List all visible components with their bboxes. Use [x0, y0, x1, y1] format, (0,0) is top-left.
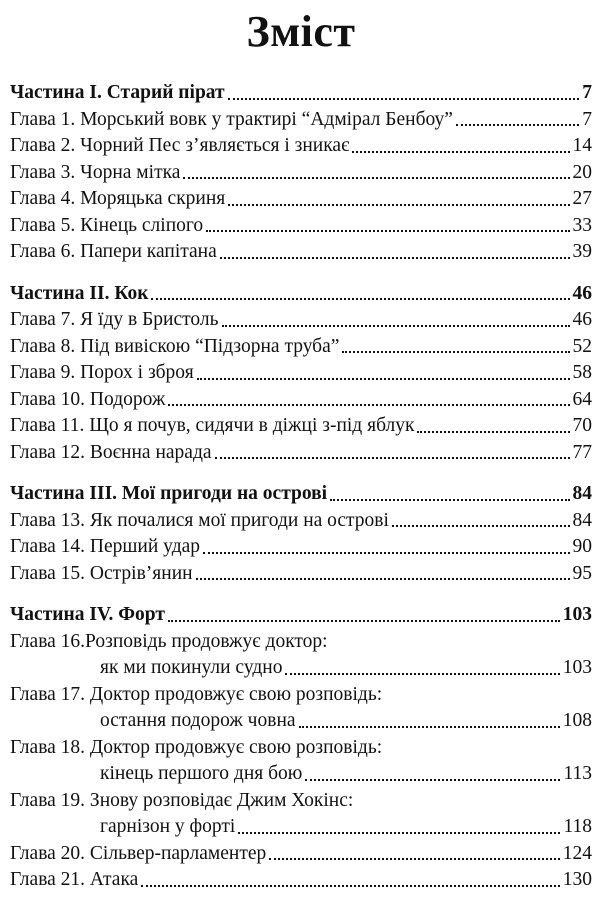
chapter-10-entry[interactable] [10, 387, 592, 414]
chapter-17-entry[interactable] [10, 682, 592, 735]
leader-dots [141, 885, 559, 887]
chapter-label: Глава 21. Атака [10, 869, 139, 890]
part-3 [10, 481, 592, 587]
chapter-4-entry[interactable] [10, 186, 592, 213]
chapter-label: Глава 6. Папери капітана [10, 241, 217, 262]
chapter-label: Глава 9. Порох і зброя [10, 362, 194, 383]
chapter-label-line-1: Глава 19. Знову розповідає Джим Хокінс: [10, 789, 354, 811]
chapter-label: Глава 11. Що я почув, сидячи в діжці з-під яблук [10, 415, 415, 436]
leader-dots [299, 726, 560, 728]
toc-page [0, 4, 600, 902]
chapter-label: Глава 15. Острів’янин [10, 562, 193, 584]
leader-dots [197, 378, 570, 380]
part-label: Частина I. Старий пірат [10, 82, 225, 103]
leader-dots [285, 673, 559, 675]
chapter-label: Глава 1. Морський вовк у трактирі “Адмірал Бенбоу” [10, 108, 453, 130]
leader-dots [151, 298, 569, 300]
chapter-label: Глава 2. Чорний Пес з’являється і зникає [10, 135, 350, 156]
chapter-label-line-2: як ми покинули судно [100, 657, 283, 678]
leader-dots [330, 499, 569, 501]
chapter-label-line-1: Глава 16.Розповідь продовжує доктор: [10, 630, 328, 652]
page-number: 77 [572, 441, 592, 463]
chapter-label: Глава 20. Сільвер-парламентер [10, 842, 267, 864]
leader-dots [228, 98, 580, 100]
page-number: 95 [572, 562, 592, 584]
part-3-heading[interactable] [10, 481, 592, 508]
chapter-label: Глава 8. Під вивіскою “Підзорна труба” [10, 335, 340, 357]
part-2-heading[interactable] [10, 281, 592, 308]
part-label: Частина IV. Форт [10, 604, 165, 625]
chapter-1-entry[interactable] [10, 107, 592, 134]
chapter-8-entry[interactable] [10, 334, 592, 361]
part-1-heading[interactable] [10, 80, 592, 107]
page-number: 7 [582, 82, 592, 103]
page-number: 7 [582, 108, 592, 130]
part-4-heading[interactable] [10, 602, 592, 629]
page-number: 14 [572, 135, 592, 156]
page-number: 27 [572, 188, 592, 209]
leader-dots [206, 230, 569, 232]
leader-dots [238, 832, 560, 834]
table-of-contents [10, 80, 592, 894]
chapter-label: Глава 14. Перший удар [10, 536, 201, 557]
chapter-18-entry[interactable] [10, 735, 592, 788]
page-number: 20 [572, 161, 592, 183]
chapter-20-entry[interactable] [10, 841, 592, 868]
page-number: 58 [572, 362, 592, 383]
chapter-5-entry[interactable] [10, 213, 592, 240]
leader-dots [392, 525, 570, 527]
page-number: 90 [572, 536, 592, 557]
leader-dots [228, 204, 569, 206]
chapter-line-2 [10, 708, 592, 735]
part-label: Частина III. Мої пригоди на острові [10, 483, 328, 504]
chapter-label: Глава 4. Моряцька скриня [10, 188, 226, 209]
part-1 [10, 80, 592, 266]
page-number: 46 [572, 309, 592, 330]
page-number: 70 [572, 415, 592, 436]
leader-dots [183, 177, 569, 179]
chapter-14-entry[interactable] [10, 534, 592, 561]
leader-dots [168, 620, 560, 622]
chapter-3-entry[interactable] [10, 160, 592, 187]
chapter-label-line-1: Глава 18. Доктор продовжує свою розповідь: [10, 736, 383, 758]
leader-dots [215, 457, 570, 459]
chapter-label-line-2: кінець першого дня бою [100, 763, 303, 784]
chapter-label: Глава 3. Чорна мітка [10, 161, 181, 183]
leader-dots [305, 779, 560, 781]
leader-dots [196, 578, 570, 580]
part-4 [10, 602, 592, 894]
chapter-2-entry[interactable] [10, 133, 592, 160]
part-2 [10, 281, 592, 467]
chapter-19-entry[interactable] [10, 788, 592, 841]
part-label: Частина II. Кок [10, 282, 149, 304]
leader-dots [342, 351, 569, 353]
chapter-9-entry[interactable] [10, 360, 592, 387]
chapter-line-2 [10, 761, 592, 788]
chapter-label-line-1: Глава 17. Доктор продовжує свою розповідь: [10, 683, 383, 705]
chapter-label: Глава 7. Я їду в Бристоль [10, 309, 219, 330]
page-number: 113 [563, 763, 592, 784]
chapter-6-entry[interactable] [10, 239, 592, 266]
page-number: 84 [572, 509, 592, 531]
chapter-label-line-2: гарнізон у форті [100, 816, 236, 837]
page-number: 46 [572, 282, 592, 304]
chapter-12-entry[interactable] [10, 440, 592, 467]
page-number: 39 [572, 241, 592, 262]
page-number: 52 [572, 335, 592, 357]
page-number: 33 [572, 214, 592, 236]
page-number: 103 [562, 604, 592, 625]
leader-dots [417, 431, 569, 433]
leader-dots [220, 257, 570, 259]
leader-dots [222, 325, 570, 327]
leader-dots [203, 552, 569, 554]
chapter-line-2 [10, 814, 592, 841]
leader-dots [352, 151, 569, 153]
leader-dots [456, 124, 579, 126]
chapter-21-entry[interactable] [10, 867, 592, 894]
chapter-line-2 [10, 655, 592, 682]
leader-dots [269, 858, 559, 860]
leader-dots [168, 404, 569, 406]
chapter-13-entry[interactable] [10, 508, 592, 535]
page-number: 108 [562, 710, 592, 731]
chapter-label: Глава 13. Як почалися мої пригоди на острові [10, 509, 389, 531]
page-title: Зміст [246, 7, 356, 56]
chapter-11-entry[interactable] [10, 413, 592, 440]
chapter-label-line-2: остання подорож човна [100, 710, 296, 731]
chapter-7-entry[interactable] [10, 307, 592, 334]
chapter-label: Глава 12. Воєнна нарада [10, 441, 212, 463]
page-number: 64 [572, 388, 592, 410]
page-number: 130 [562, 869, 592, 890]
chapter-15-entry[interactable] [10, 561, 592, 588]
chapter-label: Глава 5. Кінець сліпого [10, 214, 204, 236]
page-number: 84 [572, 483, 592, 504]
chapter-16-entry[interactable] [10, 629, 592, 682]
page-number: 103 [562, 657, 592, 678]
page-number: 124 [562, 842, 592, 864]
page-number: 118 [563, 816, 592, 837]
chapter-label: Глава 10. Подорож [10, 388, 166, 410]
